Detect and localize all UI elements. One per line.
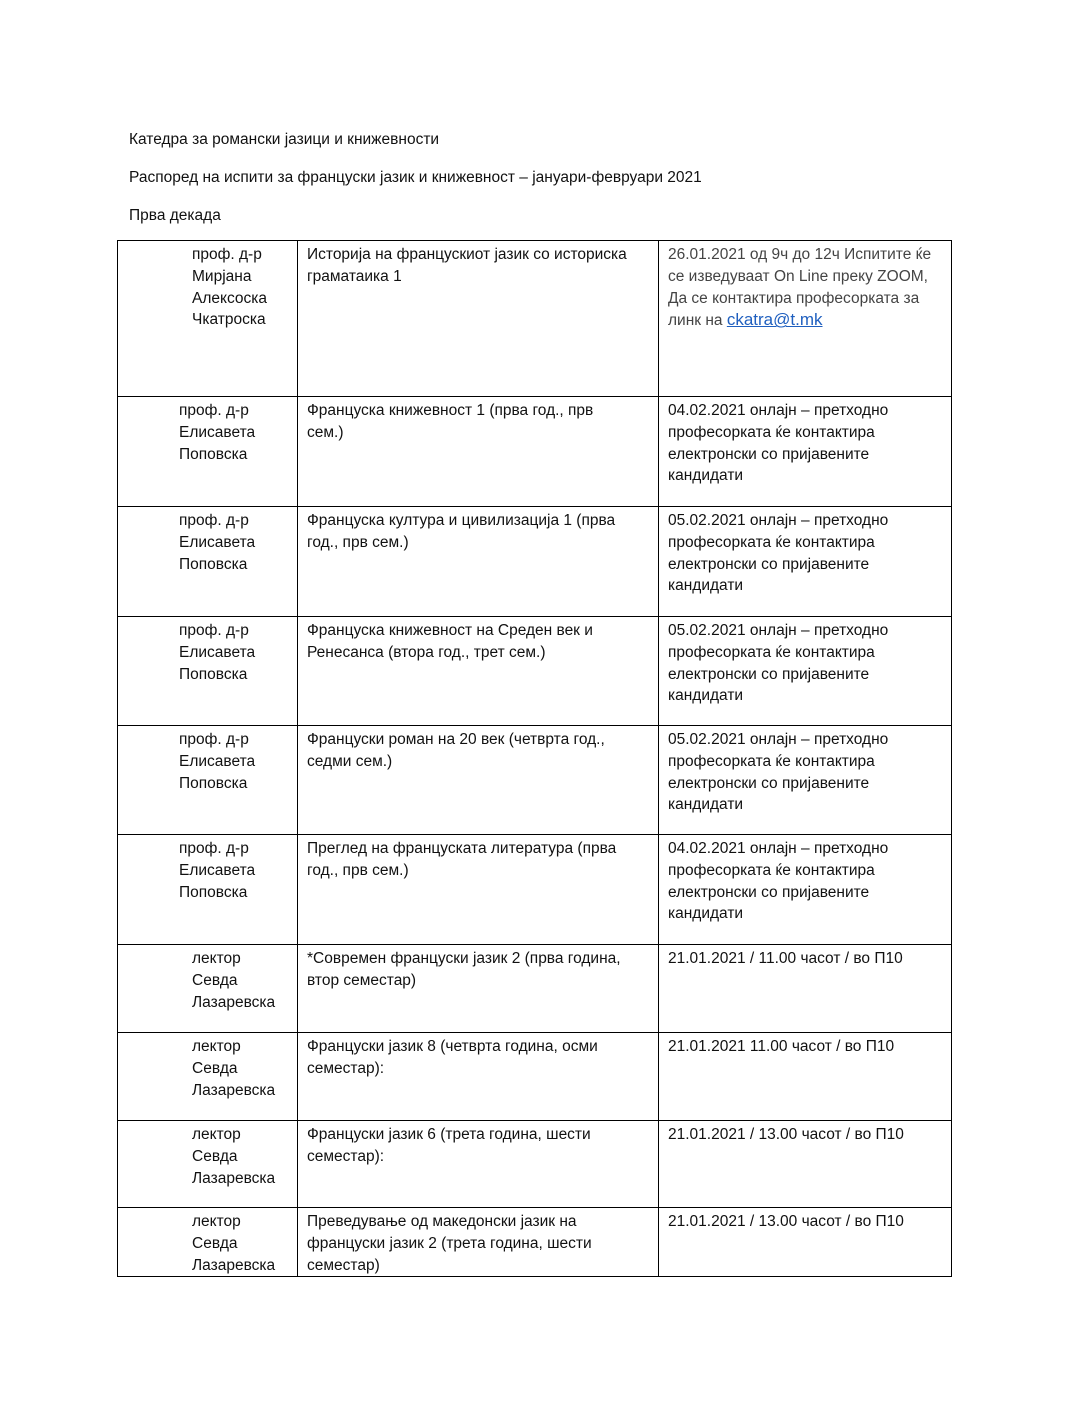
course-line: Француска книжевност на Среден век и (307, 622, 593, 639)
professor-line: проф. д-р (179, 512, 249, 529)
date-line: Да се контактира професорката за (668, 289, 920, 307)
course-cell (298, 1208, 659, 1277)
course-cell (298, 397, 659, 507)
professor-line: Лазаревска (192, 1081, 276, 1099)
date-line: електронски со пријавените (668, 774, 870, 792)
date-line: кандидати (668, 905, 744, 923)
course-line: *Современ француски јазик 2 (прва година, (307, 950, 621, 967)
course-line: сем.) (307, 423, 344, 441)
date-cell (659, 507, 952, 617)
table-row (118, 835, 952, 945)
table-row (118, 241, 952, 397)
professor-line: Поповска (179, 883, 248, 901)
date-line: 26.01.2021 од 9ч до 12ч Испитите ќе (668, 246, 932, 263)
table-row (118, 1208, 952, 1277)
professor-line: Елисавета (179, 423, 256, 441)
professor-line: Мирјана (192, 267, 252, 285)
course-line: Ренесанса (втора год., трет сем.) (307, 643, 546, 661)
table-row (118, 726, 952, 835)
course-line: Преведување од македонски јазик на (307, 1213, 577, 1230)
date-line: електронски со пријавените (668, 665, 870, 683)
date-line: кандидати (668, 577, 744, 595)
professor-line: Севда (192, 1147, 238, 1165)
date-line: електронски со пријавените (668, 445, 870, 463)
professor-line: Лазаревска (192, 1256, 276, 1274)
professor-line: проф. д-р (179, 840, 249, 857)
date-line: 21.01.2021 / 11.00 часот / во П10 (668, 950, 903, 967)
date-line: професорката ќе контактира (668, 752, 875, 770)
table-row (118, 945, 952, 1033)
course-cell (298, 1121, 659, 1208)
professor-line: проф. д-р (179, 402, 249, 419)
course-line: год., прв сем.) (307, 861, 409, 879)
date-cell (659, 835, 952, 945)
course-line: Француски роман на 20 век (четврта год., (307, 731, 605, 748)
course-cell (298, 507, 659, 617)
professor-line: лектор (192, 1038, 241, 1055)
course-line: год., прв сем.) (307, 533, 409, 551)
date-line: 05.02.2021 онлајн – претходно (668, 622, 889, 639)
professor-line: Елисавета (179, 752, 256, 770)
professor-cell (118, 397, 298, 507)
professor-line: Севда (192, 971, 238, 989)
date-line: професорката ќе контактира (668, 861, 875, 879)
date-cell (659, 1121, 952, 1208)
course-cell (298, 726, 659, 835)
professor-line: Чкатроска (192, 311, 266, 329)
course-line: семестар) (307, 1256, 380, 1274)
course-line: седми сем.) (307, 752, 393, 770)
date-cell (659, 617, 952, 726)
date-line: се изведуваат On Line преку ZOOM, (668, 267, 928, 285)
professor-line: проф. д-р (192, 246, 262, 263)
date-line: 05.02.2021 онлајн – претходно (668, 512, 889, 529)
table-row (118, 617, 952, 726)
date-line: кандидати (668, 687, 744, 705)
professor-cell (118, 1121, 298, 1208)
date-line: професорката ќе контактира (668, 643, 875, 661)
professor-line: Поповска (179, 774, 248, 792)
professor-line: Лазаревска (192, 993, 276, 1011)
professor-line: лектор (192, 1213, 241, 1230)
professor-line: Елисавета (179, 533, 256, 551)
professor-line: Поповска (179, 555, 248, 573)
professor-line: проф. д-р (179, 731, 249, 748)
date-cell (659, 945, 952, 1033)
decade-label: Прва декада (129, 207, 221, 224)
professor-cell (118, 617, 298, 726)
date-cell (659, 241, 952, 397)
date-line: 04.02.2021 онлајн – претходно (668, 840, 889, 857)
professor-line: проф. д-р (179, 622, 249, 639)
date-line-link (668, 309, 942, 332)
professor-line: Лазаревска (192, 1169, 276, 1187)
professor-line: Алексоска (192, 289, 267, 307)
department-title: Катедра за романски јазици и книжевности (129, 131, 440, 148)
professor-cell (118, 726, 298, 835)
course-line: граматаика 1 (307, 267, 402, 285)
professor-cell (118, 1208, 298, 1277)
course-line: Француски јазик 8 (четврта година, осми (307, 1038, 598, 1055)
course-line: семестар): (307, 1059, 385, 1077)
date-line: професорката ќе контактира (668, 533, 875, 551)
date-cell (659, 1033, 952, 1121)
table-row (118, 1121, 952, 1208)
course-line: Историја на францускиот јазик со историска (307, 246, 627, 263)
date-line: електронски со пријавените (668, 883, 870, 901)
date-cell (659, 726, 952, 835)
professor-cell (118, 1033, 298, 1121)
professor-line: лектор (192, 950, 241, 967)
professor-line: Севда (192, 1059, 238, 1077)
professor-cell (118, 945, 298, 1033)
schedule-title: Распоред на испити за француски јазик и книжевност – јануари-февруари 2021 (129, 169, 702, 186)
date-cell (659, 397, 952, 507)
course-line: Француска култура и цивилизација 1 (прва (307, 512, 616, 529)
date-line: кандидати (668, 796, 744, 814)
course-cell (298, 835, 659, 945)
email-link[interactable]: ckatra@t.mk (726, 310, 823, 330)
professor-cell (118, 835, 298, 945)
course-cell (298, 1033, 659, 1121)
date-cell (659, 1208, 952, 1277)
professor-line: Елисавета (179, 861, 256, 879)
course-line: семестар): (307, 1147, 385, 1165)
date-line: кандидати (668, 467, 744, 485)
professor-line: Поповска (179, 445, 248, 463)
course-line: втор семестар) (307, 971, 417, 989)
table-row (118, 397, 952, 507)
professor-line: Севда (192, 1234, 238, 1252)
date-line: електронски со пријавените (668, 555, 870, 573)
course-line: Француска книжевност 1 (прва год., прв (307, 402, 594, 419)
course-cell (298, 617, 659, 726)
course-cell (298, 241, 659, 397)
date-line: професорката ќе контактира (668, 423, 875, 441)
date-line: 04.02.2021 онлајн – претходно (668, 402, 889, 419)
date-line: 05.02.2021 онлајн – претходно (668, 731, 889, 748)
professor-cell (118, 241, 298, 397)
course-line: Преглед на француската литература (прва (307, 840, 617, 857)
date-line: 21.01.2021 / 13.00 часот / во П10 (668, 1213, 904, 1230)
date-line: 21.01.2021 11.00 часот / во П10 (668, 1038, 895, 1055)
course-line: Француски јазик 6 (трета година, шести (307, 1126, 591, 1143)
date-line: 21.01.2021 / 13.00 часот / во П10 (668, 1126, 904, 1143)
course-line: француски јазик 2 (трета година, шести (307, 1234, 592, 1252)
professor-line: Поповска (179, 665, 248, 683)
table-row (118, 1033, 952, 1121)
professor-line: Елисавета (179, 643, 256, 661)
exam-schedule-table (117, 240, 952, 1277)
link-prefix: линк на (668, 312, 727, 330)
course-cell (298, 945, 659, 1033)
professor-cell (118, 507, 298, 617)
table-row (118, 507, 952, 617)
professor-line: лектор (192, 1126, 241, 1143)
